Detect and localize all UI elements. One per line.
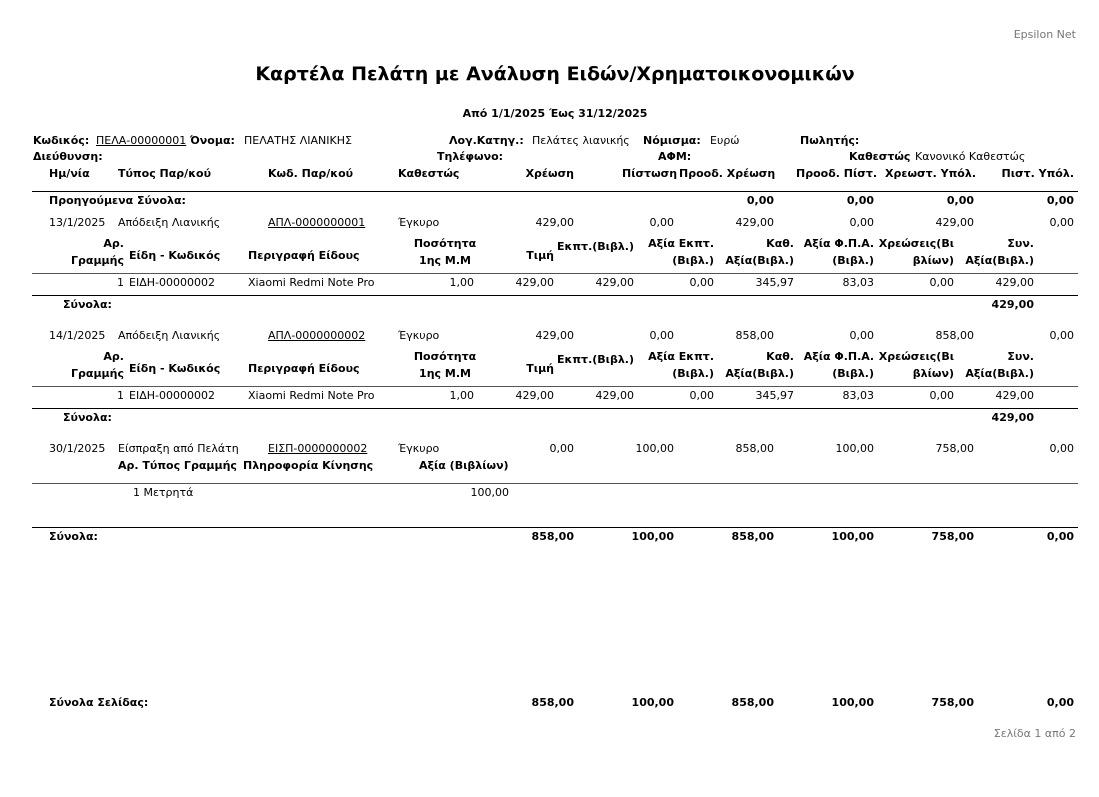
page-indicator: Σελίδα 1 από 2 xyxy=(993,727,1076,740)
item-col-price: Τιμή xyxy=(526,249,554,262)
item-col-qty: Ποσότητα 1ης Μ.Μ xyxy=(413,350,477,380)
item-description: Xiaomi Redmi Note Pro xyxy=(248,389,375,402)
page-totals-label: Σύνολα Σελίδας: xyxy=(49,696,149,709)
transaction-prev-debit: 858,00 xyxy=(735,329,774,342)
item-total: 429,00 xyxy=(995,276,1034,289)
item-col-vat: Αξία Φ.Π.Α. (Βιβλ.) xyxy=(803,350,874,380)
page-totals-debit-balance: 758,00 xyxy=(931,696,974,709)
totals-label: Σύνολα: xyxy=(49,530,98,543)
totals-prev-debit: 858,00 xyxy=(731,530,774,543)
item-totals-label: Σύνολα: xyxy=(63,411,112,424)
item-col-discount: Εκπτ.(Βιβλ.) xyxy=(557,353,634,366)
page-totals-prev-debit: 858,00 xyxy=(731,696,774,709)
report-period: Από 1/1/2025 Έως 31/12/2025 xyxy=(462,107,648,120)
item-net-value: 345,97 xyxy=(755,276,794,289)
item-col-charges: Χρεώσεις(Βι βλίων) xyxy=(878,237,954,267)
col-prev-debit: Προοδ. Χρέωση xyxy=(679,167,776,180)
page-totals-credit-balance: 0,00 xyxy=(1046,696,1074,709)
item-col-total: Συν. Αξία(Βιβλ.) xyxy=(965,237,1034,267)
item-col-description: Περιγραφή Είδους xyxy=(248,249,360,262)
transaction-type: Απόδειξη Λιανικής xyxy=(118,216,221,229)
status-value: Κανονικό Καθεστώς xyxy=(915,150,1026,163)
transaction-code-link[interactable]: ΑΠΛ-0000000001 xyxy=(268,216,366,229)
item-col-qty: Ποσότητα 1ης Μ.Μ xyxy=(413,237,477,267)
item-code: ΕΙΔΗ-00000002 xyxy=(129,389,215,402)
fin-line: 1 Μετρητά xyxy=(133,486,194,499)
category-value: Πελάτες λιανικής xyxy=(532,134,630,147)
transaction-code-link[interactable]: ΑΠΛ-0000000002 xyxy=(268,329,366,342)
fin-col-value: Αξία (Βιβλίων) xyxy=(419,459,509,472)
currency-label: Νόμισμα: xyxy=(643,134,701,147)
col-date: Ημ/νία xyxy=(49,167,90,180)
currency-value: Ευρώ xyxy=(710,134,740,147)
transaction-code-link[interactable]: ΕΙΣΠ-0000000002 xyxy=(268,442,368,455)
item-price: 429,00 xyxy=(515,276,554,289)
item-totals-divider xyxy=(32,295,1078,296)
item-col-price: Τιμή xyxy=(526,362,554,375)
transaction-credit-balance: 0,00 xyxy=(1049,329,1074,342)
item-col-vat: Αξία Φ.Π.Α. (Βιβλ.) xyxy=(803,237,874,267)
item-header-divider xyxy=(32,273,1078,274)
previous-debit-balance: 0,00 xyxy=(946,194,974,207)
item-header-divider xyxy=(32,386,1078,387)
fin-line-value: 100,00 xyxy=(470,486,509,499)
page-totals-prev-credit: 100,00 xyxy=(831,696,874,709)
customer-name-label: Όνομα: xyxy=(190,134,235,147)
header-divider xyxy=(32,191,1078,192)
item-line-no: 1 xyxy=(117,276,124,289)
item-charges: 0,00 xyxy=(929,389,954,402)
afm-label: ΑΦΜ: xyxy=(658,150,692,163)
item-discount: 429,00 xyxy=(595,389,634,402)
category-label: Λογ.Κατηγ.: xyxy=(449,134,524,147)
totals-credit-balance: 0,00 xyxy=(1046,530,1074,543)
transaction-debit: 0,00 xyxy=(549,442,574,455)
previous-prev-debit: 0,00 xyxy=(746,194,774,207)
totals-debit: 858,00 xyxy=(531,530,574,543)
item-total: 429,00 xyxy=(995,389,1034,402)
item-col-line-no: Αρ. Γραμμής xyxy=(71,237,124,267)
item-col-discount-value: Αξία Εκπτ. (Βιβλ.) xyxy=(648,350,714,380)
item-vat: 83,03 xyxy=(842,389,874,402)
item-discount-value: 0,00 xyxy=(689,276,714,289)
totals-divider xyxy=(32,527,1078,528)
status-label: Καθεστώς xyxy=(849,150,911,163)
item-col-code: Είδη - Κωδικός xyxy=(129,249,221,262)
previous-totals-label: Προηγούμενα Σύνολα: xyxy=(49,194,186,207)
item-code: ΕΙΔΗ-00000002 xyxy=(129,276,215,289)
item-qty: 1,00 xyxy=(449,276,474,289)
item-col-charges: Χρεώσεις(Βι βλίων) xyxy=(878,350,954,380)
transaction-type: Απόδειξη Λιανικής xyxy=(118,329,221,342)
transaction-prev-credit: 0,00 xyxy=(849,329,874,342)
transaction-prev-credit: 100,00 xyxy=(835,442,874,455)
transaction-date: 30/1/2025 xyxy=(49,442,106,455)
item-net-value: 345,97 xyxy=(755,389,794,402)
seller-label: Πωλητής: xyxy=(800,134,860,147)
transaction-credit-balance: 0,00 xyxy=(1049,216,1074,229)
col-doc-type: Τύπος Παρ/κού xyxy=(118,167,211,180)
item-line-no: 1 xyxy=(117,389,124,402)
page-totals-credit: 100,00 xyxy=(631,696,674,709)
transaction-credit: 0,00 xyxy=(649,216,674,229)
transaction-status: Έγκυρο xyxy=(398,442,440,455)
item-col-discount: Εκπτ.(Βιβλ.) xyxy=(557,240,634,253)
transaction-date: 14/1/2025 xyxy=(49,329,106,342)
customer-code-label: Κωδικός: xyxy=(33,134,90,147)
phone-label: Τηλέφωνο: xyxy=(437,150,504,163)
transaction-credit-balance: 0,00 xyxy=(1049,442,1074,455)
item-col-net-value: Καθ. Αξία(Βιβλ.) xyxy=(725,237,794,267)
customer-name: ΠΕΛΑΤΗΣ ΛΙΑΝΙΚΗΣ xyxy=(244,134,352,147)
col-debit: Χρέωση xyxy=(525,167,574,180)
item-description: Xiaomi Redmi Note Pro xyxy=(248,276,375,289)
transaction-status: Έγκυρο xyxy=(398,329,440,342)
col-credit-balance: Πιστ. Υπόλ. xyxy=(1001,167,1074,180)
col-doc-code: Κωδ. Παρ/κού xyxy=(268,167,354,180)
address-label: Διεύθυνση: xyxy=(33,150,103,163)
transaction-type: Είσπραξη από Πελάτη xyxy=(118,442,239,455)
transaction-debit-balance: 858,00 xyxy=(935,329,974,342)
item-col-discount-value: Αξία Εκπτ. (Βιβλ.) xyxy=(648,237,714,267)
item-col-line-no: Αρ. Γραμμής xyxy=(71,350,124,380)
totals-debit-balance: 758,00 xyxy=(931,530,974,543)
item-totals-label: Σύνολα: xyxy=(63,298,112,311)
item-discount-value: 0,00 xyxy=(689,389,714,402)
item-totals-value: 429,00 xyxy=(991,411,1034,424)
totals-prev-credit: 100,00 xyxy=(831,530,874,543)
transaction-debit-balance: 758,00 xyxy=(935,442,974,455)
transaction-prev-debit: 429,00 xyxy=(735,216,774,229)
item-totals-value: 429,00 xyxy=(991,298,1034,311)
transaction-debit: 429,00 xyxy=(535,329,574,342)
previous-prev-credit: 0,00 xyxy=(846,194,874,207)
transaction-debit-balance: 429,00 xyxy=(935,216,974,229)
customer-code-link[interactable]: ΠΕΛΑ-00000001 xyxy=(96,134,187,147)
transaction-date: 13/1/2025 xyxy=(49,216,106,229)
item-discount: 429,00 xyxy=(595,276,634,289)
fin-col-line-type: Αρ. Τύπος Γραμμής xyxy=(118,459,237,472)
transaction-status: Έγκυρο xyxy=(398,216,440,229)
item-charges: 0,00 xyxy=(929,276,954,289)
brand-label: Epsilon Net xyxy=(1013,28,1076,41)
transaction-prev-credit: 0,00 xyxy=(849,216,874,229)
col-status: Καθεστώς xyxy=(398,167,460,180)
item-col-total: Συν. Αξία(Βιβλ.) xyxy=(965,350,1034,380)
transaction-credit: 100,00 xyxy=(635,442,674,455)
item-col-description: Περιγραφή Είδους xyxy=(248,362,360,375)
item-price: 429,00 xyxy=(515,389,554,402)
item-totals-divider xyxy=(32,408,1078,409)
item-qty: 1,00 xyxy=(449,389,474,402)
previous-credit-balance: 0,00 xyxy=(1046,194,1074,207)
item-vat: 83,03 xyxy=(842,276,874,289)
financial-header-divider xyxy=(32,483,1078,484)
col-prev-credit: Προοδ. Πίστ. xyxy=(796,167,878,180)
page-totals-debit: 858,00 xyxy=(531,696,574,709)
fin-col-movement-info: Πληροφορία Κίνησης xyxy=(243,459,374,472)
transaction-debit: 429,00 xyxy=(535,216,574,229)
item-col-net-value: Καθ. Αξία(Βιβλ.) xyxy=(725,350,794,380)
col-debit-balance: Χρεωστ. Υπόλ. xyxy=(885,167,976,180)
transaction-prev-debit: 858,00 xyxy=(735,442,774,455)
col-credit: Πίστωση xyxy=(622,167,678,180)
totals-credit: 100,00 xyxy=(631,530,674,543)
report-title: Καρτέλα Πελάτη με Ανάλυση Ειδών/Χρηματοικονομικών xyxy=(255,63,855,85)
transaction-credit: 0,00 xyxy=(649,329,674,342)
item-col-code: Είδη - Κωδικός xyxy=(129,362,221,375)
